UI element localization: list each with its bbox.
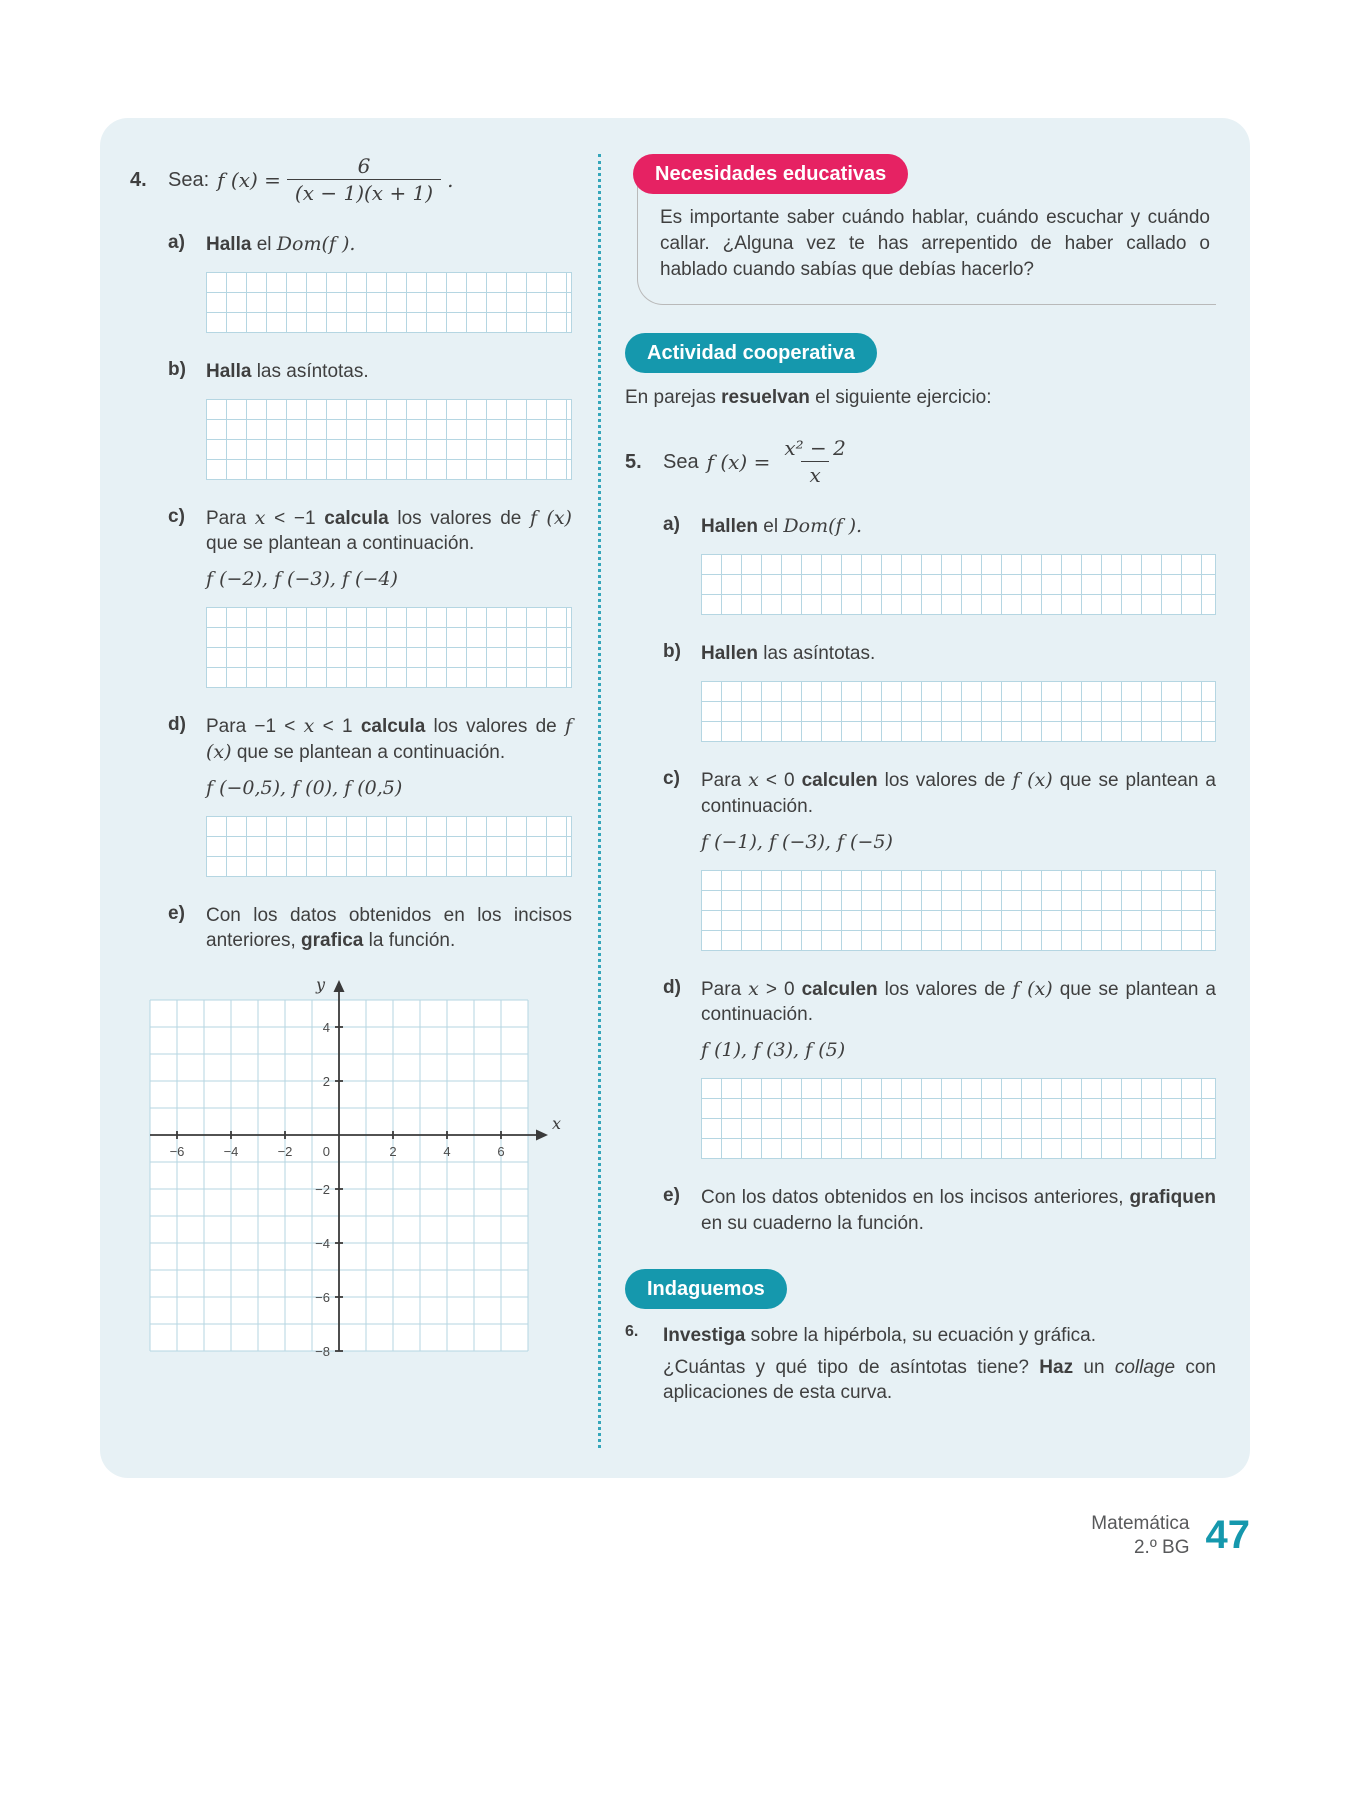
needs-text: Es importante saber cuándo hablar, cuándo escuchar y cuándo callar. ¿Alguna vez te has arrepentido de haber callado o hablado cuando sabías que debías hacerlo? bbox=[637, 173, 1216, 305]
svg-text:6: 6 bbox=[497, 1144, 505, 1160]
item-4-fraction bbox=[287, 154, 441, 206]
svg-text:0: 0 bbox=[322, 1144, 330, 1160]
part-4e-text: Con los datos obtenidos en los incisos anteriores, grafica la función. bbox=[206, 904, 572, 952]
part-5c-text: Para x < 0 calculen los valores de f (x) que se plantean a continuación. bbox=[701, 769, 1217, 817]
part-4d-label: d) bbox=[168, 714, 186, 736]
part-5d bbox=[663, 977, 1216, 1159]
part-5c-label: c) bbox=[663, 768, 680, 790]
part-4c-label: c) bbox=[168, 505, 185, 527]
page-number: 47 bbox=[1205, 1513, 1250, 1558]
needs-box bbox=[625, 154, 1216, 305]
exercise-6 bbox=[625, 1323, 1216, 1406]
answer-grid bbox=[206, 607, 572, 688]
item-6-text-2: ¿Cuántas y qué tipo de asíntotas tiene? Haz un collage con aplicaciones de esta curva. bbox=[663, 1356, 1216, 1404]
item-4-number: 4. bbox=[130, 168, 147, 191]
part-4b-label: b) bbox=[168, 358, 186, 380]
answer-grid bbox=[701, 554, 1216, 615]
svg-text:4: 4 bbox=[443, 1144, 451, 1160]
part-4a bbox=[168, 232, 572, 333]
part-5e-text: Con los datos obtenidos en los incisos anteriores, grafiquen en su cuaderno la función. bbox=[701, 1187, 1216, 1234]
left-column bbox=[130, 154, 572, 1448]
fraction-denominator: x bbox=[801, 461, 828, 488]
answer-grid bbox=[701, 1078, 1216, 1159]
page-footer bbox=[1091, 1512, 1250, 1560]
part-4b-text: Halla las asíntotas. bbox=[206, 360, 369, 382]
part-5d-text: Para x > 0 calculen los valores de f (x) que se plantean a continuación. bbox=[701, 977, 1217, 1026]
coordinate-grid bbox=[130, 972, 572, 1368]
part-4d-values: f (−0,5), f (0), f (0,5) bbox=[206, 776, 403, 799]
svg-text:2: 2 bbox=[322, 1074, 330, 1090]
svg-text:−8: −8 bbox=[315, 1344, 330, 1360]
item-5-fraction bbox=[776, 436, 854, 488]
part-4b bbox=[168, 359, 572, 480]
answer-grid bbox=[206, 272, 572, 333]
coop-intro: En parejas resuelvan el siguiente ejercicio: bbox=[625, 386, 992, 408]
item-6-number: 6. bbox=[625, 1322, 639, 1340]
svg-text:−4: −4 bbox=[223, 1144, 239, 1160]
fraction-denominator: (x − 1)(x + 1) bbox=[287, 179, 441, 206]
item-5-number: 5. bbox=[625, 450, 642, 473]
part-4e bbox=[168, 903, 572, 955]
part-4a-text: Halla el Dom(f ). bbox=[206, 233, 356, 255]
item-4-formula-tail: . bbox=[447, 168, 454, 192]
item-4-intro: Sea: bbox=[168, 168, 210, 191]
part-5b bbox=[663, 641, 1216, 742]
svg-text:4: 4 bbox=[322, 1020, 330, 1036]
svg-text:−2: −2 bbox=[277, 1144, 293, 1160]
part-5b-label: b) bbox=[663, 641, 681, 663]
part-4c-text: Para x < −1 calcula los valores de f (x) que se plantean a continuación. bbox=[206, 506, 572, 555]
part-5c-values: f (−1), f (−3), f (−5) bbox=[701, 830, 893, 853]
item-5-formula-lhs: f (x) = bbox=[706, 450, 771, 475]
right-column bbox=[601, 154, 1216, 1448]
coop-badge: Actividad cooperativa bbox=[625, 333, 877, 373]
part-5e bbox=[663, 1185, 1216, 1237]
answer-grid bbox=[206, 816, 572, 877]
part-5a-label: a) bbox=[663, 514, 680, 536]
exercise-5-header bbox=[625, 436, 1216, 488]
content-panel bbox=[100, 118, 1250, 1478]
part-5a bbox=[663, 514, 1216, 615]
part-4e-label: e) bbox=[168, 902, 185, 924]
fraction-numerator: 6 bbox=[357, 154, 371, 178]
exercise-4-header bbox=[130, 154, 572, 206]
fraction-numerator: x² − 2 bbox=[784, 436, 846, 461]
svg-text:2: 2 bbox=[389, 1144, 397, 1160]
part-4a-label: a) bbox=[168, 232, 185, 253]
footer-subject: Matemática bbox=[1091, 1513, 1190, 1534]
svg-text:−6: −6 bbox=[169, 1144, 185, 1160]
answer-grid bbox=[206, 399, 572, 480]
svg-text:−6: −6 bbox=[315, 1290, 330, 1306]
svg-text:x: x bbox=[552, 1114, 562, 1134]
svg-text:−2: −2 bbox=[315, 1182, 330, 1198]
part-4d-text: Para −1 < x < 1 calcula los valores de f (x) que se plantean a continuación. bbox=[206, 715, 573, 763]
part-5d-values: f (1), f (3), f (5) bbox=[701, 1039, 846, 1062]
part-5d-label: d) bbox=[663, 976, 681, 998]
part-4c-values: f (−2), f (−3), f (−4) bbox=[206, 568, 398, 591]
item-4-formula-lhs: f (x) = bbox=[217, 168, 281, 192]
item-5-intro: Sea bbox=[663, 450, 699, 473]
part-5b-text: Hallen las asíntotas. bbox=[701, 643, 876, 665]
answer-grid bbox=[701, 870, 1216, 951]
part-5e-label: e) bbox=[663, 1185, 680, 1207]
needs-badge: Necesidades educativas bbox=[633, 154, 908, 194]
part-4c bbox=[168, 506, 572, 688]
item-6-text-1: Investiga sobre la hipérbola, su ecuación y gráfica. bbox=[663, 1324, 1097, 1346]
indaguemos-badge: Indaguemos bbox=[625, 1269, 787, 1309]
part-4d bbox=[168, 714, 572, 876]
svg-text:−4: −4 bbox=[315, 1236, 330, 1252]
svg-text:y: y bbox=[315, 975, 325, 995]
part-5c bbox=[663, 768, 1216, 950]
footer-grade: 2.º BG bbox=[1133, 1536, 1190, 1558]
part-5a-text: Hallen el Dom(f ). bbox=[701, 515, 863, 538]
answer-grid bbox=[701, 681, 1216, 742]
